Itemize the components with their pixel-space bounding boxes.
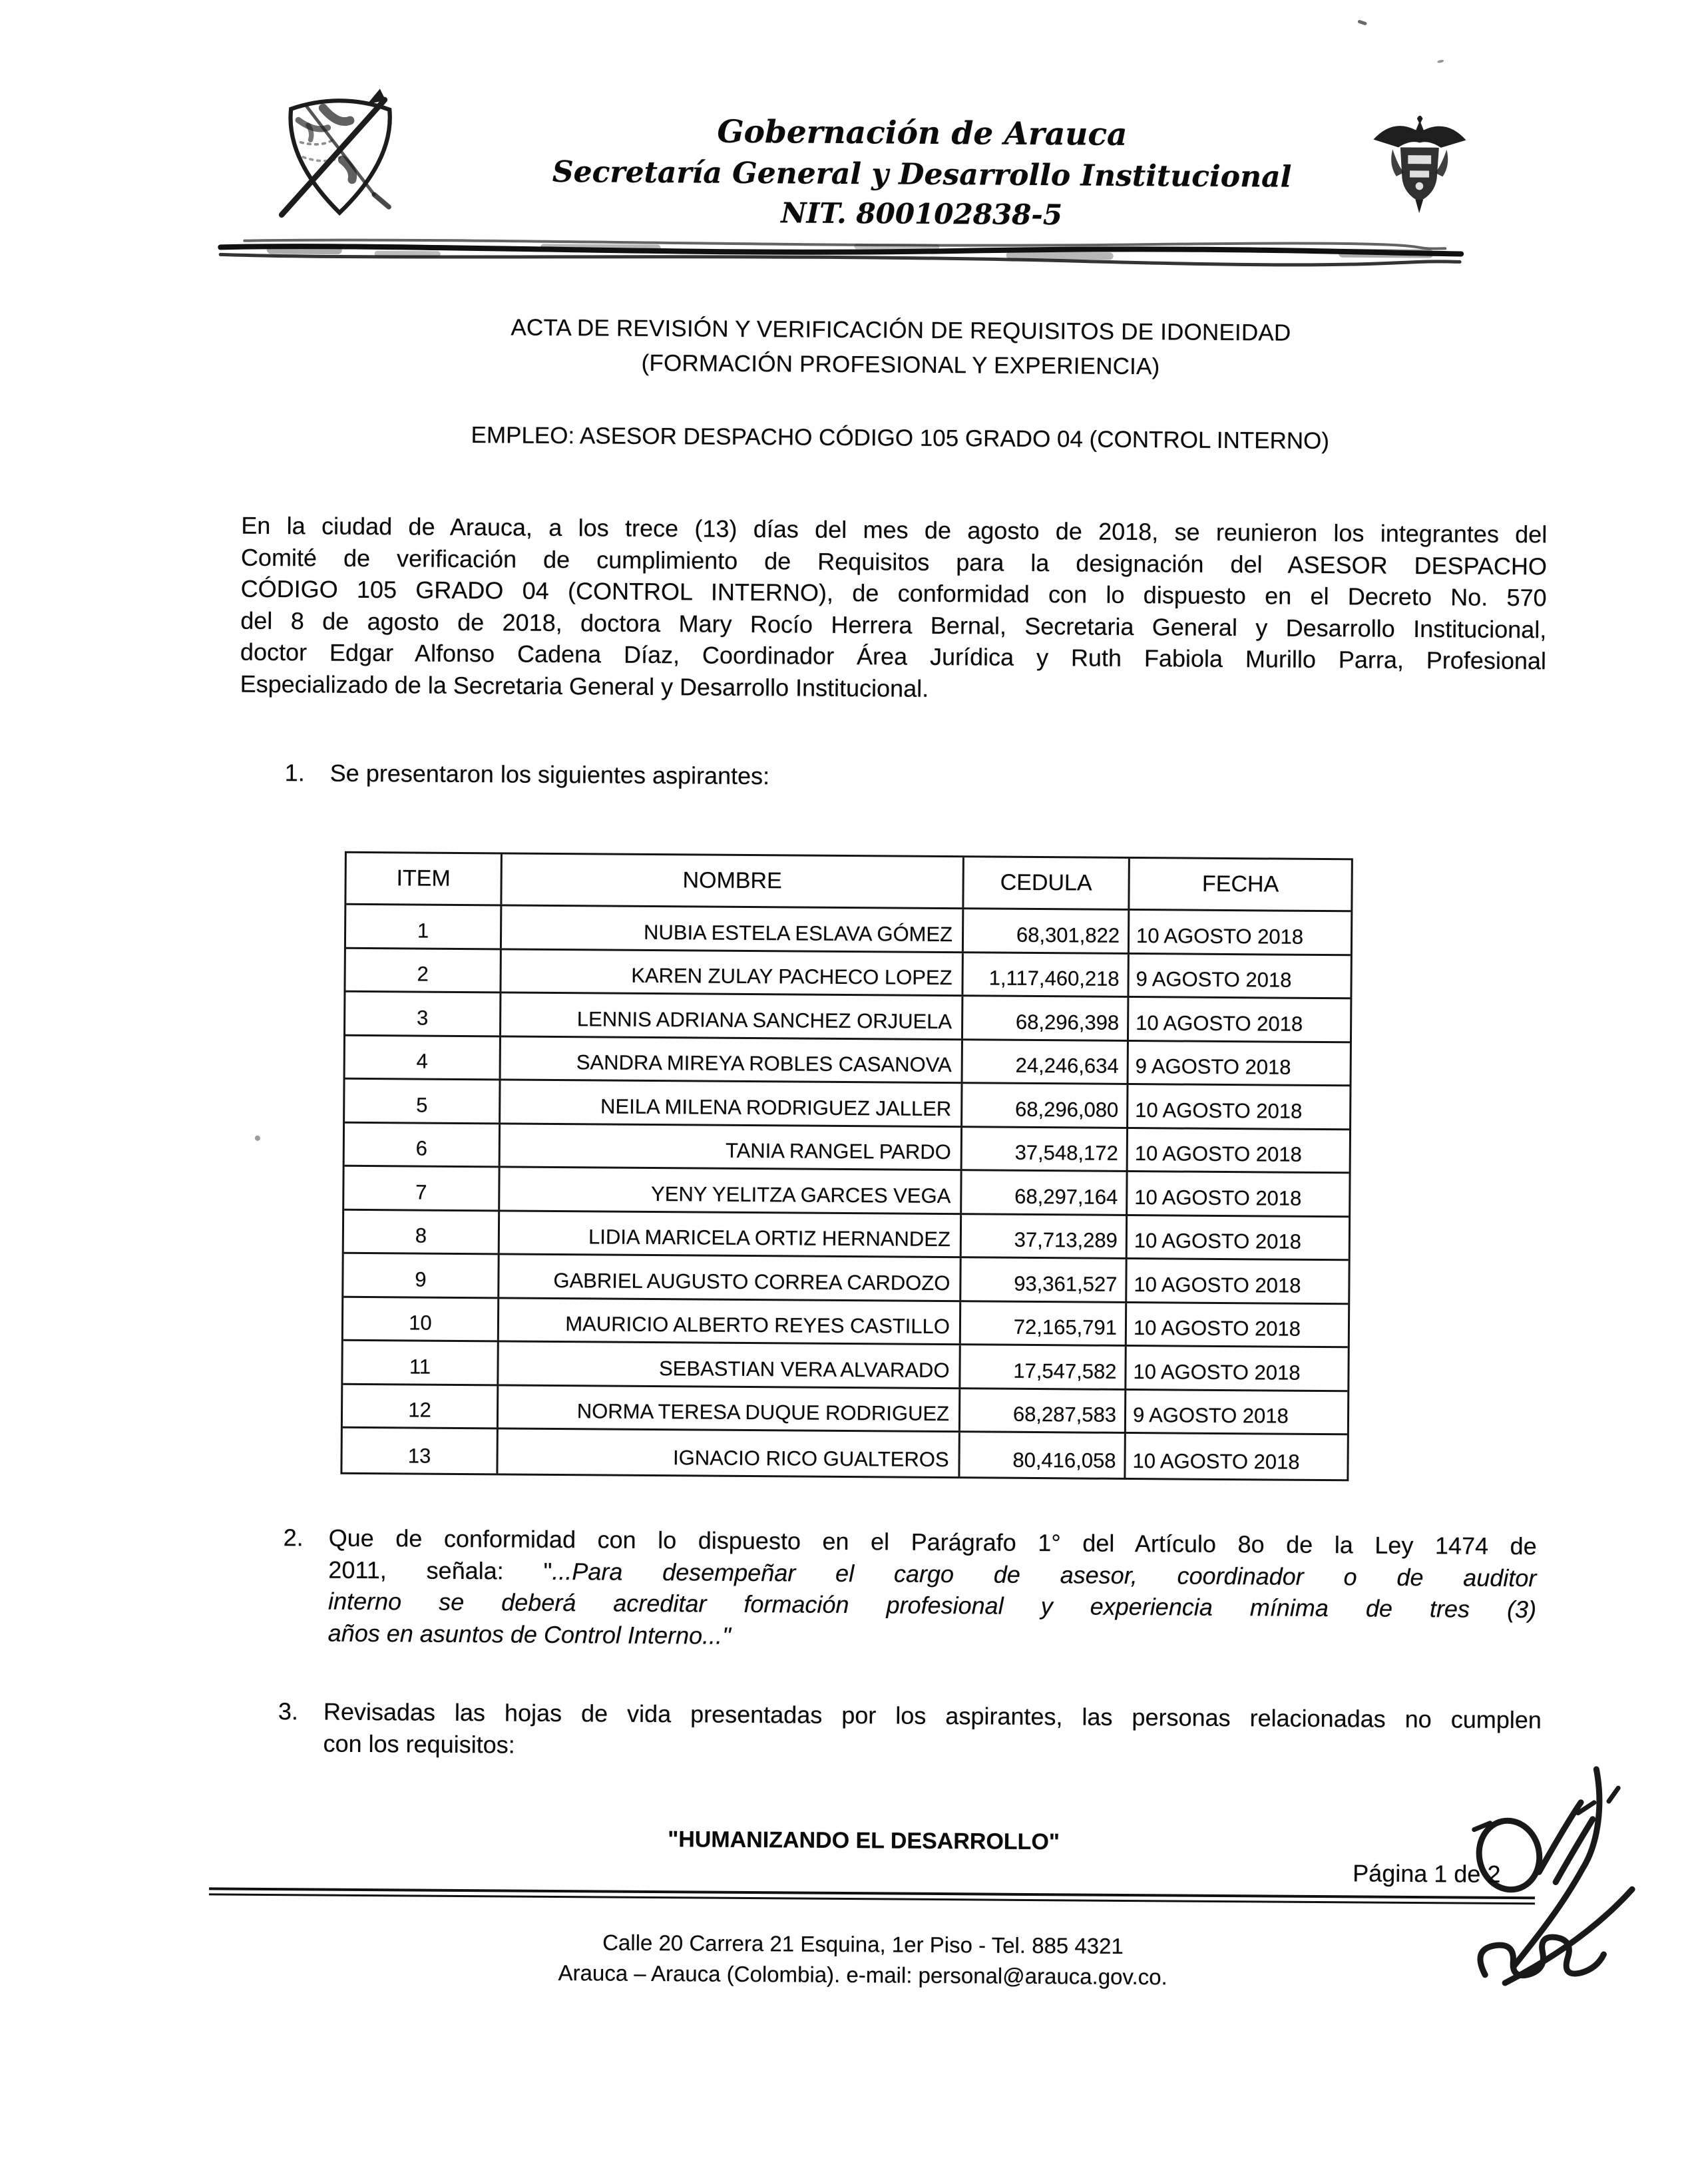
cell-nombre: SEBASTIAN VERA ALVARADO xyxy=(499,1342,960,1387)
cell-item: 2 xyxy=(345,949,501,991)
cell-cedula: 37,713,289 xyxy=(962,1215,1128,1257)
nit-number: NIT. 800102838-5 xyxy=(339,191,1504,238)
list-item-3-text xyxy=(323,1696,1542,1768)
list-item-1-text: Se presentaron los siguientes aspirantes: xyxy=(330,758,770,792)
cell-item: 6 xyxy=(345,1123,501,1166)
table-body xyxy=(342,905,1351,1479)
cell-cedula: 68,287,583 xyxy=(960,1389,1126,1432)
cell-item: 3 xyxy=(345,992,501,1035)
table-row xyxy=(344,1210,1349,1261)
intro-line: Comité de verificación de cumplimiento de Requisitos para la designación del ASESOR DESPACHO xyxy=(241,541,1547,582)
address-line-1: Calle 20 Carrera 21 Esquina, 1er Piso - Tel. 885 4321 xyxy=(210,1924,1515,1964)
cell-fecha: 10 AGOSTO 2018 xyxy=(1126,1347,1347,1390)
cell-cedula: 72,165,791 xyxy=(961,1302,1127,1345)
intro-line: Especializado de la Secretaria General y Desarrollo Institucional. xyxy=(240,668,1546,708)
quoted-italic-text: ...Para desempeñar el cargo de asesor, coordinador o de auditor xyxy=(552,1557,1536,1591)
cell-item: 5 xyxy=(345,1080,501,1122)
intro-line: doctor Edgar Alfonso Cadena Díaz, Coordinador Área Jurídica y Ruth Fabiola Murillo Parra, Profesional xyxy=(240,636,1546,677)
cell-item: 9 xyxy=(343,1254,499,1297)
intro-line: CÓDIGO 105 GRADO 04 (CONTROL INTERNO), de conformidad con lo dispuesto en el Decreto No. 570 xyxy=(241,573,1547,614)
cell-item: 13 xyxy=(342,1428,498,1473)
ink-speck xyxy=(255,1136,260,1141)
cell-fecha: 10 AGOSTO 2018 xyxy=(1129,998,1350,1041)
intro-line: En la ciudad de Arauca, a los trece (13) días del mes de agosto de 2018, se reunieron los integrantes del xyxy=(241,510,1547,550)
cell-nombre: SANDRA MIREYA ROBLES CASANOVA xyxy=(501,1037,963,1082)
list-item-1-number: 1. xyxy=(285,757,330,789)
cell-fecha: 10 AGOSTO 2018 xyxy=(1128,1128,1349,1172)
table-row xyxy=(345,1123,1349,1174)
table-row xyxy=(345,1080,1349,1130)
cell-fecha: 10 AGOSTO 2018 xyxy=(1128,1172,1349,1215)
list-item-3-line: Revisadas las hojas de vida presentadas por los aspirantes, las personas relacionadas no cumplen xyxy=(323,1696,1542,1736)
cell-nombre: GABRIEL AUGUSTO CORREA CARDOZO xyxy=(499,1255,961,1299)
cell-cedula: 1,117,460,218 xyxy=(963,953,1129,996)
cell-cedula: 80,416,058 xyxy=(960,1432,1126,1477)
table-row xyxy=(342,1428,1347,1479)
letterhead xyxy=(339,109,1504,238)
table-row xyxy=(346,905,1351,956)
list-item-3-line: con los requisitos: xyxy=(323,1727,1541,1767)
list-item-3 xyxy=(278,1695,1583,1768)
cell-item: 12 xyxy=(343,1385,499,1427)
cell-cedula: 93,361,527 xyxy=(961,1258,1127,1301)
col-header-cedula: CEDULA xyxy=(964,857,1130,909)
intro-paragraph xyxy=(240,510,1548,709)
cell-fecha: 10 AGOSTO 2018 xyxy=(1127,1303,1348,1346)
regular-text: Que de conformidad con lo dispuesto en el Parágrafo 1° del Artículo 8o de la Ley 1474 de xyxy=(329,1524,1537,1560)
cell-nombre: KAREN ZULAY PACHECO LOPEZ xyxy=(501,950,963,994)
cell-fecha: 9 AGOSTO 2018 xyxy=(1129,1041,1350,1084)
cell-cedula: 24,246,634 xyxy=(963,1040,1129,1083)
motto: "HUMANIZANDO EL DESARROLLO" xyxy=(211,1823,1516,1858)
col-header-fecha: FECHA xyxy=(1130,859,1351,910)
cell-nombre: NORMA TERESA DUQUE RODRIGUEZ xyxy=(499,1386,960,1430)
title-line-2: (FORMACIÓN PROFESIONAL Y EXPERIENCIA) xyxy=(232,343,1570,387)
cell-nombre: LENNIS ADRIANA SANCHEZ ORJUELA xyxy=(501,993,963,1038)
header-rule xyxy=(218,226,1464,274)
cell-nombre: IGNACIO RICO GUALTEROS xyxy=(498,1429,960,1476)
table-row xyxy=(344,1167,1349,1217)
list-item-2 xyxy=(283,1522,1588,1657)
quoted-italic-text: interno se deberá acreditar formación profesional y experiencia mínima de tres (3) xyxy=(328,1588,1536,1624)
cell-fecha: 10 AGOSTO 2018 xyxy=(1130,911,1351,954)
cell-cedula: 17,547,582 xyxy=(960,1345,1126,1388)
table-row xyxy=(343,1385,1347,1435)
cell-cedula: 37,548,172 xyxy=(962,1128,1128,1170)
list-item-3-number: 3. xyxy=(278,1695,323,1759)
footer-rule xyxy=(209,1887,1535,1904)
cell-fecha: 10 AGOSTO 2018 xyxy=(1127,1259,1348,1303)
ink-speck xyxy=(1357,19,1367,25)
document-title xyxy=(232,309,1570,387)
aspirants-table xyxy=(340,851,1353,1481)
cell-fecha: 9 AGOSTO 2018 xyxy=(1129,954,1350,997)
table-row xyxy=(343,1254,1348,1305)
cell-cedula: 68,296,398 xyxy=(963,996,1129,1039)
dept-name: Secretaría General y Desarrollo Institucional xyxy=(339,151,1504,199)
cell-nombre: NEILA MILENA RODRIGUEZ JALLER xyxy=(501,1080,962,1125)
cell-nombre: MAURICIO ALBERTO REYES CASTILLO xyxy=(499,1299,961,1343)
list-item-1 xyxy=(285,757,1283,795)
table-row xyxy=(345,949,1350,999)
cell-fecha: 10 AGOSTO 2018 xyxy=(1128,1215,1349,1259)
cell-item: 11 xyxy=(343,1341,499,1384)
cell-nombre: NUBIA ESTELA ESLAVA GÓMEZ xyxy=(502,906,964,951)
cell-fecha: 10 AGOSTO 2018 xyxy=(1126,1434,1347,1479)
page-number: Página 1 de 2 xyxy=(1353,1859,1500,1888)
cell-nombre: TANIA RANGEL PARDO xyxy=(501,1124,962,1169)
intro-line: del 8 de agosto de 2018, doctora Mary Rocío Herrera Bernal, Secretaria General y Desarrollo Institucional, xyxy=(240,604,1546,645)
regular-text: 2011, señala: " xyxy=(328,1556,552,1584)
cell-item: 4 xyxy=(345,1036,501,1078)
col-header-item: ITEM xyxy=(346,853,503,905)
quoted-italic-text: años en asuntos de Control Interno..." xyxy=(328,1619,731,1649)
cell-cedula: 68,301,822 xyxy=(964,909,1130,952)
list-item-2-text xyxy=(328,1522,1537,1657)
cell-item: 7 xyxy=(344,1167,500,1209)
signature-scribble xyxy=(1432,1761,1684,2016)
employment-line: EMPLEO: ASESOR DESPACHO CÓDIGO 105 GRADO 04 (CONTROL INTERNO) xyxy=(231,421,1569,457)
cell-nombre: YENY YELITZA GARCES VEGA xyxy=(500,1168,962,1212)
table-header-row xyxy=(346,853,1351,913)
table-row xyxy=(345,992,1350,1043)
list-item-2-number: 2. xyxy=(283,1522,329,1648)
cell-item: 10 xyxy=(343,1297,499,1340)
cell-nombre: LIDIA MARICELA ORTIZ HERNANDEZ xyxy=(500,1211,962,1256)
col-header-nombre: NOMBRE xyxy=(502,854,964,907)
cell-cedula: 68,297,164 xyxy=(962,1171,1128,1213)
table-row xyxy=(343,1341,1347,1392)
cell-cedula: 68,296,080 xyxy=(962,1084,1128,1126)
title-line-1: ACTA DE REVISIÓN Y VERIFICACIÓN DE REQUISITOS DE IDONEIDAD xyxy=(232,309,1570,353)
table-row xyxy=(345,1036,1350,1086)
ink-speck xyxy=(1437,59,1444,63)
address-line-2: Arauca – Arauca (Colombia). e-mail: personal@arauca.gov.co. xyxy=(210,1955,1515,1994)
cell-item: 8 xyxy=(344,1210,500,1253)
cell-fecha: 10 AGOSTO 2018 xyxy=(1128,1085,1349,1128)
org-name: Gobernación de Arauca xyxy=(339,109,1504,159)
cell-fecha: 9 AGOSTO 2018 xyxy=(1126,1390,1347,1433)
cell-item: 1 xyxy=(346,905,502,948)
table-row xyxy=(343,1297,1348,1348)
